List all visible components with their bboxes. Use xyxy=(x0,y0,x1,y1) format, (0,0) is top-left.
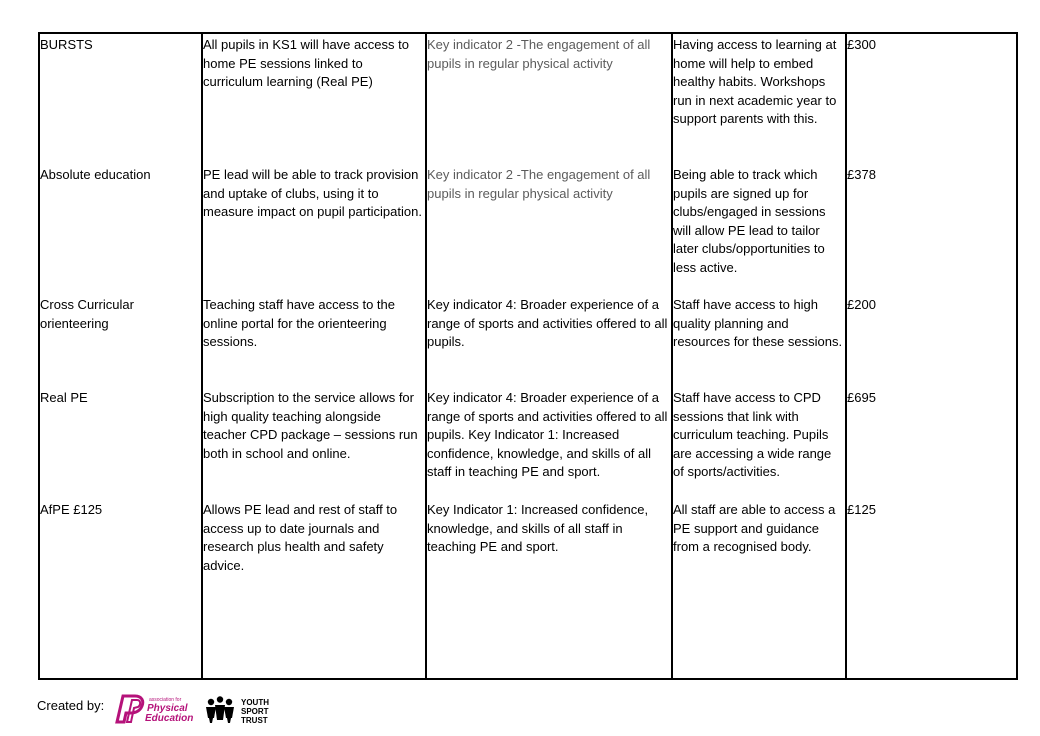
created-by-label: Created by: xyxy=(37,698,105,713)
impact-cell: All staff are able to access a PE support and guidance from a recognised body. xyxy=(673,502,836,555)
afpe-small-text: association for xyxy=(149,697,182,703)
footer xyxy=(37,692,337,732)
item-cell: Absolute education xyxy=(40,167,151,182)
cost-cell: £695 xyxy=(847,390,876,405)
indicator-cell: Key Indicator 1: Increased confidence, knowledge, and skills of all staff in teaching PE and sport. xyxy=(427,502,649,555)
column-divider xyxy=(425,34,427,678)
indicator-cell: Key indicator 2 -The engagement of all pupils in regular physical activity xyxy=(427,37,651,71)
item-cell: AfPE £125 xyxy=(40,502,103,517)
cost-cell: £125 xyxy=(847,502,876,517)
item-cell: BURSTS xyxy=(40,37,93,52)
column-divider xyxy=(671,34,673,678)
yst-youth-text: YOUTH xyxy=(241,698,269,707)
funding-table xyxy=(38,32,1018,680)
indicator-cell: Key indicator 2 -The engagement of all pupils in regular physical activity xyxy=(427,167,651,201)
item-cell: Cross Curricular orienteering xyxy=(40,297,134,331)
cost-cell: £300 xyxy=(847,37,876,52)
impact-cell: Being able to track which pupils are signed up for clubs/engaged in sessions will allow PE lead to tailor later clubs/opportunities to less active. xyxy=(673,167,826,275)
description-cell: Subscription to the service allows for high quality teaching alongside teacher CPD package – sessions run both in school and online. xyxy=(203,390,418,461)
column-divider xyxy=(201,34,203,678)
youth-sport-trust-logo xyxy=(205,696,285,726)
description-cell: Teaching staff have access to the online portal for the orienteering sessions. xyxy=(203,297,395,350)
impact-cell: Staff have access to CPD sessions that link with curriculum teaching. Pupils are accessing a wide range of sports/activities. xyxy=(673,390,832,480)
column-divider xyxy=(845,34,847,678)
cost-cell: £200 xyxy=(847,297,876,312)
indicator-cell: Key indicator 4: Broader experience of a range of sports and activities offered to all pupils. Key Indicator 1: Increased confidence, knowledge, and skills of all staff in teaching PE and sport. xyxy=(427,390,668,480)
description-cell: All pupils in KS1 will have access to home PE sessions linked to curriculum learning (Real PE) xyxy=(203,37,409,90)
description-cell: PE lead will be able to track provision and uptake of clubs, using it to measure impact on pupil participation. xyxy=(203,167,422,220)
afpe-physical-text: Physical xyxy=(147,703,188,714)
afpe-logo xyxy=(111,692,201,726)
impact-cell: Having access to learning at home will help to embed healthy habits. Workshops run in next academic year to support parents with this. xyxy=(673,37,837,127)
item-cell: Real PE xyxy=(40,390,88,405)
description-cell: Allows PE lead and rest of staff to access up to date journals and research plus health and safety advice. xyxy=(203,502,398,573)
impact-cell: Staff have access to high quality planning and resources for these sessions. xyxy=(673,297,843,350)
yst-trust-text: TRUST xyxy=(241,716,268,725)
indicator-cell: Key indicator 4: Broader experience of a range of sports and activities offered to all pupils. xyxy=(427,297,668,350)
afpe-education-text: Education xyxy=(145,713,194,724)
cost-cell: £378 xyxy=(847,167,876,182)
yst-sport-text: SPORT xyxy=(241,707,269,716)
